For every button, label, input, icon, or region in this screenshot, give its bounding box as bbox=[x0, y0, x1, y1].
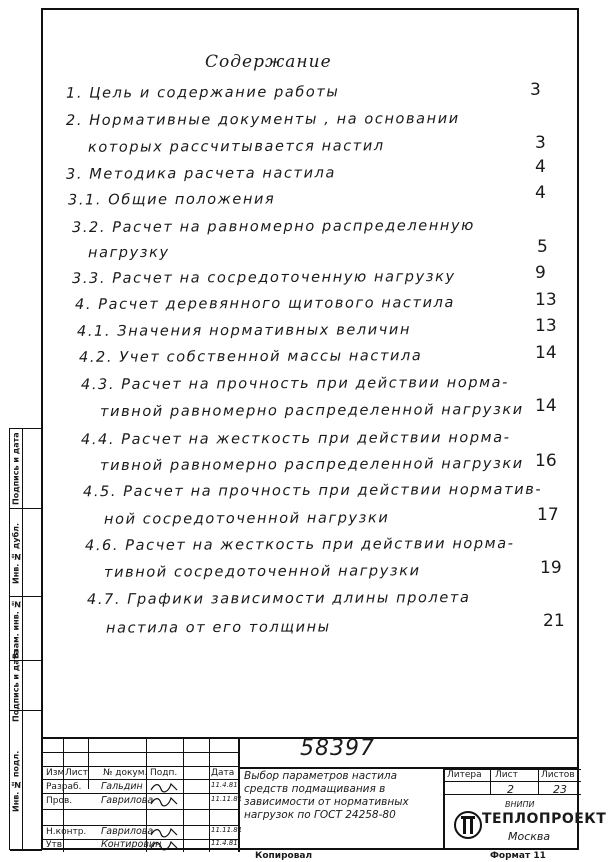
title-block-role: Утв. bbox=[46, 840, 65, 850]
toc-page-number: 13 bbox=[535, 316, 557, 336]
toc-entry: 4.6. Расчет на жесткость при действии норма- bbox=[84, 535, 515, 555]
toc-page-number: 17 bbox=[537, 505, 559, 525]
toc-page-number: 3 bbox=[535, 133, 546, 153]
title-block-header: Дата bbox=[211, 768, 235, 778]
toc-entry: 3.3. Расчет на сосредоточенную нагрузку bbox=[71, 268, 456, 288]
title-block-name: Гальдин bbox=[101, 781, 143, 792]
side-stamp-label: Инв. № дубл. bbox=[11, 522, 21, 584]
toc-page-number: 5 bbox=[537, 237, 548, 257]
title-block-date: 11.11.81 bbox=[211, 826, 243, 834]
title-block-date: 11.11.81 bbox=[211, 795, 243, 803]
title-block-date: 11.4.81 bbox=[211, 781, 238, 789]
toc-page-number: 19 bbox=[540, 558, 562, 578]
side-stamp-label: Подпись и дата bbox=[11, 432, 21, 506]
toc-entry: тивной равномерно распределенной нагрузки bbox=[99, 401, 524, 421]
title-block-date: 11.4.81 bbox=[211, 839, 238, 847]
toc-page-number: 13 bbox=[535, 290, 557, 310]
toc-page-number: 21 bbox=[543, 611, 565, 631]
toc-entry: 4.2. Учет собственной массы настила bbox=[78, 348, 423, 366]
signature-mark bbox=[149, 781, 181, 793]
page-title: Содержание bbox=[205, 52, 332, 72]
toc-page-number: 14 bbox=[535, 343, 557, 363]
signature-mark bbox=[149, 839, 181, 851]
signature-grid bbox=[43, 739, 243, 852]
title-block-name: Гаврилова bbox=[101, 826, 154, 837]
litera-label: Литера bbox=[447, 770, 482, 780]
toc-entry: 4.5. Расчет на прочность при действии норматив- bbox=[82, 481, 543, 501]
signature-mark bbox=[149, 826, 181, 838]
title-block-header: Подп. bbox=[150, 768, 178, 778]
toc-page-number: 9 bbox=[535, 263, 546, 283]
toc-entry: нагрузку bbox=[87, 244, 170, 262]
format-label: Формат 11 bbox=[490, 851, 546, 861]
title-block-role: Н.контр. bbox=[46, 827, 87, 837]
title-block-header: № докум. bbox=[103, 768, 148, 778]
list-value: 2 bbox=[507, 783, 514, 796]
list-label: Лист bbox=[495, 770, 518, 780]
side-stamp-label: Инв. № подл. bbox=[11, 750, 21, 812]
toc-entry: 2. Нормативные документы , на основании bbox=[65, 110, 460, 130]
side-stamp-label: Взам. инв. № bbox=[11, 599, 21, 659]
org-small-label: ВНИПИ bbox=[505, 800, 535, 809]
side-stamp-label: Подпись и дата bbox=[11, 649, 21, 723]
toc-entry: 4. Расчет деревянного щитового настила bbox=[74, 295, 455, 313]
toc-page-number: 3 bbox=[530, 80, 541, 100]
toc-entry: 1. Цель и содержание работы bbox=[65, 84, 340, 102]
listov-label: Листов bbox=[541, 770, 575, 780]
toc-entry: 3.2. Расчет на равномерно распределенную bbox=[71, 217, 476, 237]
toc-entry: 4.7. Графики зависимости длины пролета bbox=[86, 589, 471, 609]
toc-entry: 4.3. Расчет на прочность при действии норма- bbox=[80, 374, 510, 394]
title-block-name: Гаврилова bbox=[101, 795, 154, 806]
listov-value: 23 bbox=[553, 783, 567, 796]
toc-page-number: 4 bbox=[535, 157, 546, 177]
title-block-header: Изм bbox=[46, 768, 65, 778]
document-description: Выбор параметров настила средств подмащивания в зависимости от нормативных нагрузок по ГОСТ 24258-80 bbox=[244, 770, 409, 821]
signature-mark bbox=[149, 795, 181, 807]
title-block-role: Разраб. bbox=[46, 782, 82, 792]
toc-entry: тивной сосредоточенной нагрузки bbox=[103, 563, 421, 581]
title-block-name: Контировин bbox=[101, 839, 162, 850]
toc-entry: 3. Методика расчета настила bbox=[65, 165, 336, 183]
toc-page-number: 16 bbox=[535, 451, 557, 471]
title-block-header: Лист bbox=[65, 768, 88, 778]
toc-entry: 4.1. Значения нормативных величин bbox=[76, 322, 412, 340]
toc-entry: тивной равномерно распределенной нагрузки bbox=[99, 455, 524, 475]
org-city: Москва bbox=[508, 830, 551, 843]
toc-entry: настила от его толщины bbox=[105, 619, 331, 637]
toc-entry: которых рассчитывается настил bbox=[87, 138, 385, 156]
toc-page-number: 4 bbox=[535, 183, 546, 203]
side-stamp bbox=[9, 428, 41, 850]
copied-label: Копировал bbox=[255, 851, 313, 861]
document-number: 58397 bbox=[300, 736, 375, 761]
toc-entry: 4.4. Расчет на жесткость при действии норма- bbox=[80, 429, 511, 449]
toc-entry: 3.1. Общие положения bbox=[67, 191, 276, 209]
org-name: ТЕПЛОПРОЕКТ bbox=[482, 811, 607, 827]
title-block-role: Пров. bbox=[46, 796, 73, 806]
toc-entry: ной сосредоточенной нагрузки bbox=[103, 510, 390, 528]
toc-page-number: 14 bbox=[535, 396, 557, 416]
